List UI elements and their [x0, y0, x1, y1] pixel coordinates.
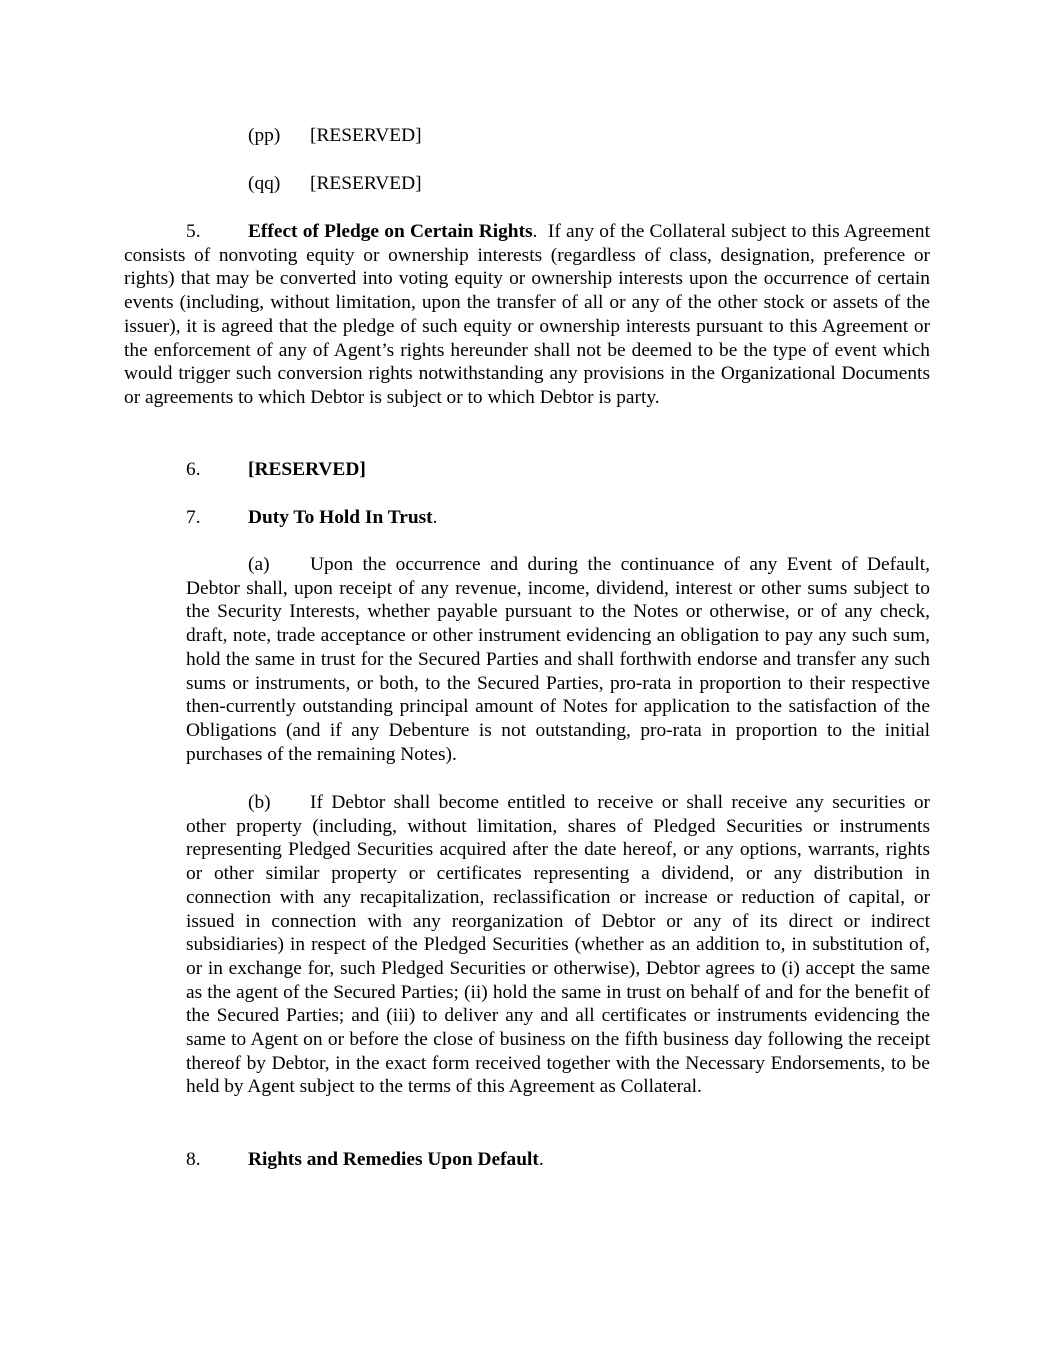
item-pp-label: (pp)	[248, 125, 281, 146]
section-6-number: 6.	[186, 459, 201, 480]
section-5-number: 5.	[186, 221, 201, 242]
item-pp-text: [RESERVED]	[310, 125, 422, 146]
section-8-heading-line	[248, 1148, 544, 1172]
section-7a-text: Upon the occurrence and during the continuance of any Event of Default, Debtor shall, upon receipt of any revenue, income, dividend, interest or other sums subject to the Security Interests, whether payable pursuant to the Notes or otherwise, or of any check, draft, note, trade acceptance or other instrument evidencing an obligation to pay any such sum, hold the same in trust for the Secured Parties and shall forthwith endorse and transfer any such sums or instruments, or both, to the Secured Parties, pro-rata in proportion to their respective then-currently outstanding principal amount of Notes for application to the satisfaction of the Obligations (and if any Debenture is not outstanding, pro-rata in proportion to the initial purchases of the remaining Notes).	[186, 554, 930, 765]
section-7b-text: If Debtor shall become entitled to receive or shall receive any securities or other property (including, without limitation, shares of Pledged Securities or instruments representing Pledged Securities acquired after the date hereof, or any options, warrants, rights or other similar property or certificates representing a dividend, or any distribution in connection with any recapitalization, reclassification or increase or reduction of capital, or issued in connection with any reorganization of Debtor or any of its direct or indirect subsidiaries) in respect of the Pledged Securities (whether as an addition to, in substitution of, or in exchange for, such Pledged Securities or otherwise), Debtor agrees to (i) accept the same as the agent of the Secured Parties; (ii) hold the same in trust on behalf of and for the benefit of the Secured Parties; and (iii) to deliver any and all certificates or instruments evidencing the same to Agent on or before the close of business on the fifth business day following the receipt thereof by Debtor, in the exact form received together with the Necessary Endorsements, to be held by Agent subject to the terms of this Agreement as Collateral.	[186, 792, 930, 1098]
item-qq-label: (qq)	[248, 173, 281, 194]
section-7b	[186, 791, 930, 1099]
item-qq-text: [RESERVED]	[310, 173, 422, 194]
section-7-number: 7.	[186, 507, 201, 528]
section-7b-label: (b)	[248, 792, 271, 813]
section-7a-label: (a)	[248, 554, 270, 575]
section-8-heading: Rights and Remedies Upon Default	[248, 1149, 539, 1170]
section-7a	[186, 553, 930, 766]
section-7-heading-line	[248, 506, 438, 530]
section-8-heading-punct: .	[538, 1149, 544, 1170]
section-7-heading: Duty To Hold In Trust	[248, 507, 433, 528]
section-7-heading-punct: .	[432, 507, 438, 528]
section-5-heading-punct: .	[532, 221, 538, 242]
section-8-number: 8.	[186, 1149, 201, 1170]
section-5-heading: Effect of Pledge on Certain Rights	[248, 221, 533, 242]
section-5	[124, 220, 930, 410]
section-5-body: If any of the Collateral subject to this Agreement consists of nonvoting equity or ownership interests (regardless of class, designation, preference or rights) that may be converted into voting equity or ownership interests upon the occurrence of certain events (including, without limitation, upon the transfer of all or any of the other stock or assets of the issuer), it is agreed that the pledge of such equity or ownership interests pursuant to this Agreement or the enforcement of any of Agent’s rights hereunder shall not be deemed to be the type of event which would trigger such conversion rights notwithstanding any provisions in the Organizational Documents or agreements to which Debtor is subject or to which Debtor is party.	[124, 221, 930, 408]
section-6-heading: [RESERVED]	[248, 459, 366, 480]
